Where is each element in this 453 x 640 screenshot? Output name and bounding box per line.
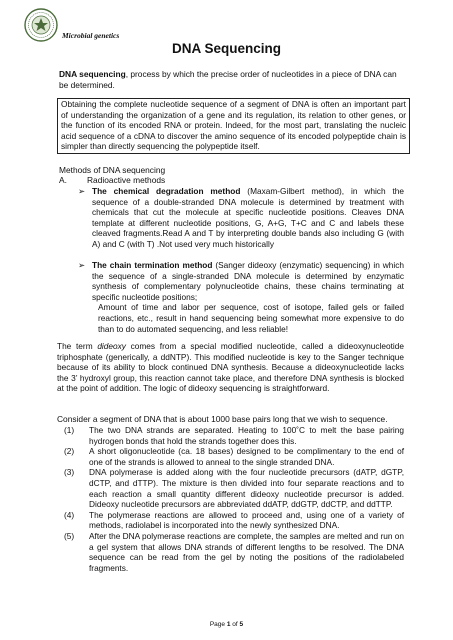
method-note: Amount of time and labor per sequence, cost of isotope, failed gels or failed reactions, etc., result in hand sequencing being somewhat more expensive to do than to do automated sequencing, and less reliable! bbox=[98, 302, 404, 334]
footer-middle: of bbox=[230, 621, 240, 628]
method-title: The chemical degradation method bbox=[92, 186, 241, 196]
steps-list bbox=[57, 425, 404, 573]
page-footer bbox=[0, 621, 453, 628]
method-text: (Sanger dideoxy (enzymatic) sequencing) in which the sequence of a single-stranded DNA molecule is determined by enzymatic synthesis of complementary polynucleotide chains, these chains terminating at specific nucleotide positions; bbox=[92, 260, 404, 302]
list-item bbox=[57, 531, 404, 573]
list-item bbox=[57, 425, 404, 446]
step-text: After the DNA polymerase reactions are complete, the samples are melted and run on a gel system that allows DNA strands of different lengths to be resolved. The DNA sequence can be read from the gel by noting the positions of the radiolabeled fragments. bbox=[89, 530, 404, 573]
method-title: The chain termination method bbox=[92, 260, 213, 270]
arrow-bullet-icon: ➢ bbox=[78, 260, 85, 270]
list-item bbox=[57, 467, 404, 509]
step-number: (1) bbox=[64, 425, 75, 435]
step-text: The polymerase reactions are allowed to proceed and, using one of a variety of methods, radiolabel is incorporated into the newly synthesized DNA. bbox=[89, 509, 404, 531]
steps-intro: Consider a segment of DNA that is about 1000 base pairs long that we wish to sequence. bbox=[57, 414, 388, 424]
university-seal-icon bbox=[24, 8, 58, 42]
dideoxy-text: comes from a special modified nucleotide, called a dideoxynucleotide triphosphate (generically, a ddNTP). This modified nucleotide is key to the Sanger technique because of its ability to block continued DNA synthesis. Because a dideoxynucleotide lacks the 3’ hydroxyl group, this reaction cannot take place, and therefore DNA synthesis is blocked at the point of addition. The logic of dideoxy sequencing is straightforward. bbox=[57, 341, 404, 394]
intro-paragraph bbox=[59, 69, 404, 91]
subheading-label: Radioactive methods bbox=[87, 175, 166, 186]
methods-subheading bbox=[59, 175, 404, 185]
header-label: Microbial genetics bbox=[62, 31, 120, 40]
step-number: (4) bbox=[64, 509, 75, 520]
dideoxy-term: dideoxy bbox=[97, 341, 126, 351]
dideoxy-paragraph bbox=[57, 341, 404, 394]
page-title: DNA Sequencing bbox=[171, 41, 281, 56]
subheading-letter: A. bbox=[59, 175, 67, 186]
step-number: (3) bbox=[64, 467, 75, 478]
methods-heading: Methods of DNA sequencing bbox=[59, 165, 166, 175]
step-text: DNA polymerase is added along with the four nucleotide precursors (dATP, dGTP, dCTP, and dTTP). The mixture is then divided into four separate reactions and to each reaction a small quantity different dideoxy nucleotide precursor is added. Dideoxy nucleotide precursors are abbreviated ddATP, ddGTP, ddCTP, and ddTTP. bbox=[89, 467, 404, 510]
step-text: The two DNA strands are separated. Heating to 100˚C to melt the base pairing hydrogen bonds that hold the strands together does this. bbox=[89, 425, 404, 446]
list-item bbox=[57, 510, 404, 531]
methods-heading-block bbox=[59, 165, 404, 186]
list-item bbox=[57, 446, 404, 467]
step-number: (5) bbox=[64, 530, 75, 541]
dideoxy-pre: The term bbox=[57, 341, 98, 351]
page-current: 1 bbox=[226, 621, 231, 628]
arrow-bullet-icon: ➢ bbox=[78, 186, 85, 196]
page-total: 5 bbox=[239, 621, 244, 628]
boxed-paragraph: Obtaining the complete nucleotide sequence of a segment of DNA is often an important part of understanding the organization of a gene and its regulation, its relation to other genes, or the function of its encoded RNA or protein. Indeed, for the most part, translating the nucleic acid sequence of a cDNA to discover the amino sequence of its encoded polypeptide chain is simpler than directly sequencing the polypeptide itself. bbox=[57, 98, 410, 154]
step-text: A short oligonucleotide (ca. 18 bases) designed to be complimentary to the end of one of the strands is allowed to anneal to the single stranded DNA. bbox=[89, 446, 404, 467]
method-text: (Maxam-Gilbert method), in which the sequence of a double-stranded DNA molecule is determined by treatment with chemicals that cut the molecule at specific nucleotide positions. Cleaves DNA template at different nucleotide positions, G, A+G, T+C and C and labels these cleaved fragments.Read A and T by interpreting double bands also including G (with A) and C (with T) .Not used very much historically bbox=[92, 186, 404, 249]
intro-term: DNA sequencing bbox=[59, 69, 126, 79]
intro-text: , process by which the precise order of nucleotides in a piece of DNA can be determined. bbox=[59, 69, 397, 90]
method-item bbox=[78, 186, 404, 250]
step-number: (2) bbox=[64, 446, 75, 457]
method-item bbox=[78, 260, 404, 334]
footer-prefix: Page bbox=[209, 621, 227, 628]
